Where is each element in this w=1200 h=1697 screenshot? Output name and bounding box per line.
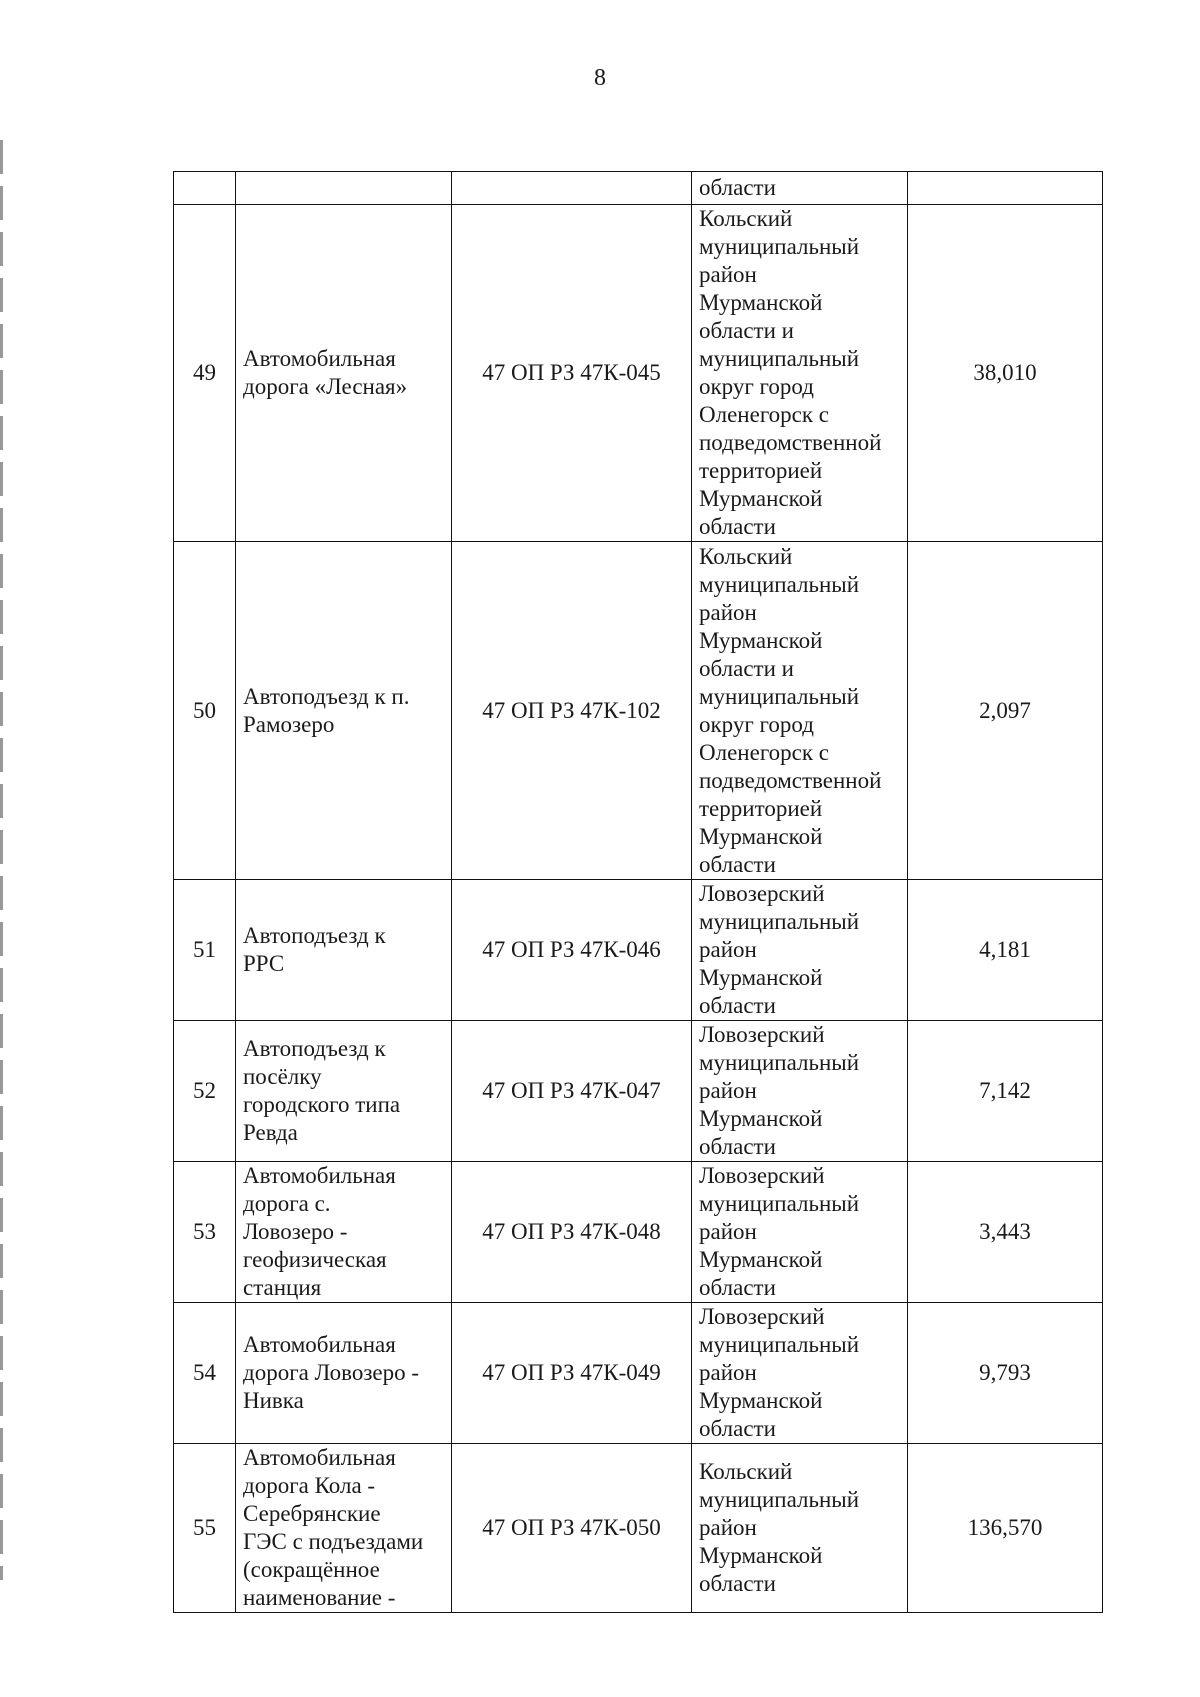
- table-row: [174, 880, 1103, 1021]
- area-text: Ловозерский муниципальный район Мурманской области: [699, 881, 860, 1018]
- cell-length: 9,793: [908, 1303, 1103, 1444]
- cell-length: 38,010: [908, 205, 1103, 542]
- road-name-text: Автоподъезд к п. Рамозеро: [243, 683, 410, 737]
- area-text: Кольский муниципальный район Мурманской области и муниципальный округ город Оленегорск с подведомственной территорией Мурманской области: [699, 206, 882, 539]
- cell-road-code: 47 ОП РЗ 47К-047: [452, 1021, 692, 1162]
- cell-length: 2,097: [908, 542, 1103, 880]
- cell-area: [692, 542, 908, 880]
- scan-edge-mark: [0, 140, 3, 1580]
- table-row: [174, 542, 1103, 880]
- table-row: [174, 1162, 1103, 1303]
- cell-number: 52: [174, 1021, 236, 1162]
- cell-length: 136,570: [908, 1444, 1103, 1613]
- cell-road-code: 47 ОП РЗ 47К-049: [452, 1303, 692, 1444]
- cell-area: [692, 1303, 908, 1444]
- cell-area: [692, 205, 908, 542]
- page-number: 8: [594, 65, 606, 91]
- cell-road-code: 47 ОП РЗ 47К-045: [452, 205, 692, 542]
- table-row: [174, 1021, 1103, 1162]
- cell-length: [908, 172, 1103, 205]
- cell-road-name: [236, 880, 452, 1021]
- cell-number: 53: [174, 1162, 236, 1303]
- table-row: [174, 1303, 1103, 1444]
- cell-road-name: [236, 542, 452, 880]
- cell-road-name: [236, 1444, 452, 1613]
- cell-number: 50: [174, 542, 236, 880]
- road-name-text: Автомобильная дорога Ловозеро - Нивка: [243, 1332, 420, 1413]
- cell-road-code: 47 ОП РЗ 47К-102: [452, 542, 692, 880]
- road-name-text: Автомобильная дорога «Лесная»: [243, 346, 408, 399]
- cell-number: 49: [174, 205, 236, 542]
- road-name-text: Автоподъезд к посёлку городского типа Ревда: [243, 1036, 401, 1145]
- cell-length: 7,142: [908, 1021, 1103, 1162]
- cell-length: 3,443: [908, 1162, 1103, 1303]
- cell-road-code: 47 ОП РЗ 47К-050: [452, 1444, 692, 1613]
- cell-number: 55: [174, 1444, 236, 1613]
- roads-table: [173, 171, 1103, 1613]
- cell-road-code: 47 ОП РЗ 47К-046: [452, 880, 692, 1021]
- cell-road-name: [236, 205, 452, 542]
- cell-number: 51: [174, 880, 236, 1021]
- cell-road-name: [236, 1021, 452, 1162]
- cell-road-name: [236, 172, 452, 205]
- road-name-text: Автоподъезд к РРС: [243, 923, 386, 976]
- table-row-continuation: [174, 172, 1103, 205]
- cell-length: 4,181: [908, 880, 1103, 1021]
- area-text: Ловозерский муниципальный район Мурманской области: [699, 1163, 860, 1300]
- cell-area: [692, 1162, 908, 1303]
- cell-road-code: [452, 172, 692, 205]
- area-text: Ловозерский муниципальный район Мурманской области: [699, 1304, 860, 1441]
- cell-number: [174, 172, 236, 205]
- area-text: Кольский муниципальный район Мурманской области: [699, 1459, 860, 1596]
- cell-area: области: [692, 172, 908, 205]
- area-text: Ловозерский муниципальный район Мурманской области: [699, 1022, 860, 1159]
- cell-area: [692, 1444, 908, 1613]
- table-row: [174, 205, 1103, 542]
- cell-area: [692, 880, 908, 1021]
- road-name-text: Автомобильная дорога с. Ловозеро - геофизическая станция: [243, 1163, 396, 1300]
- area-text: Кольский муниципальный район Мурманской области и муниципальный округ город Оленегорск с подведомственной территорией Мурманской области: [699, 543, 882, 877]
- cell-road-name: [236, 1303, 452, 1444]
- road-name-text: Автомобильная дорога Кола - Серебрянские ГЭС с подъездами (сокращённое наименование -: [243, 1445, 424, 1610]
- table-row: [174, 1444, 1103, 1613]
- cell-area: [692, 1021, 908, 1162]
- cell-road-name: [236, 1162, 452, 1303]
- cell-road-code: 47 ОП РЗ 47К-048: [452, 1162, 692, 1303]
- cell-number: 54: [174, 1303, 236, 1444]
